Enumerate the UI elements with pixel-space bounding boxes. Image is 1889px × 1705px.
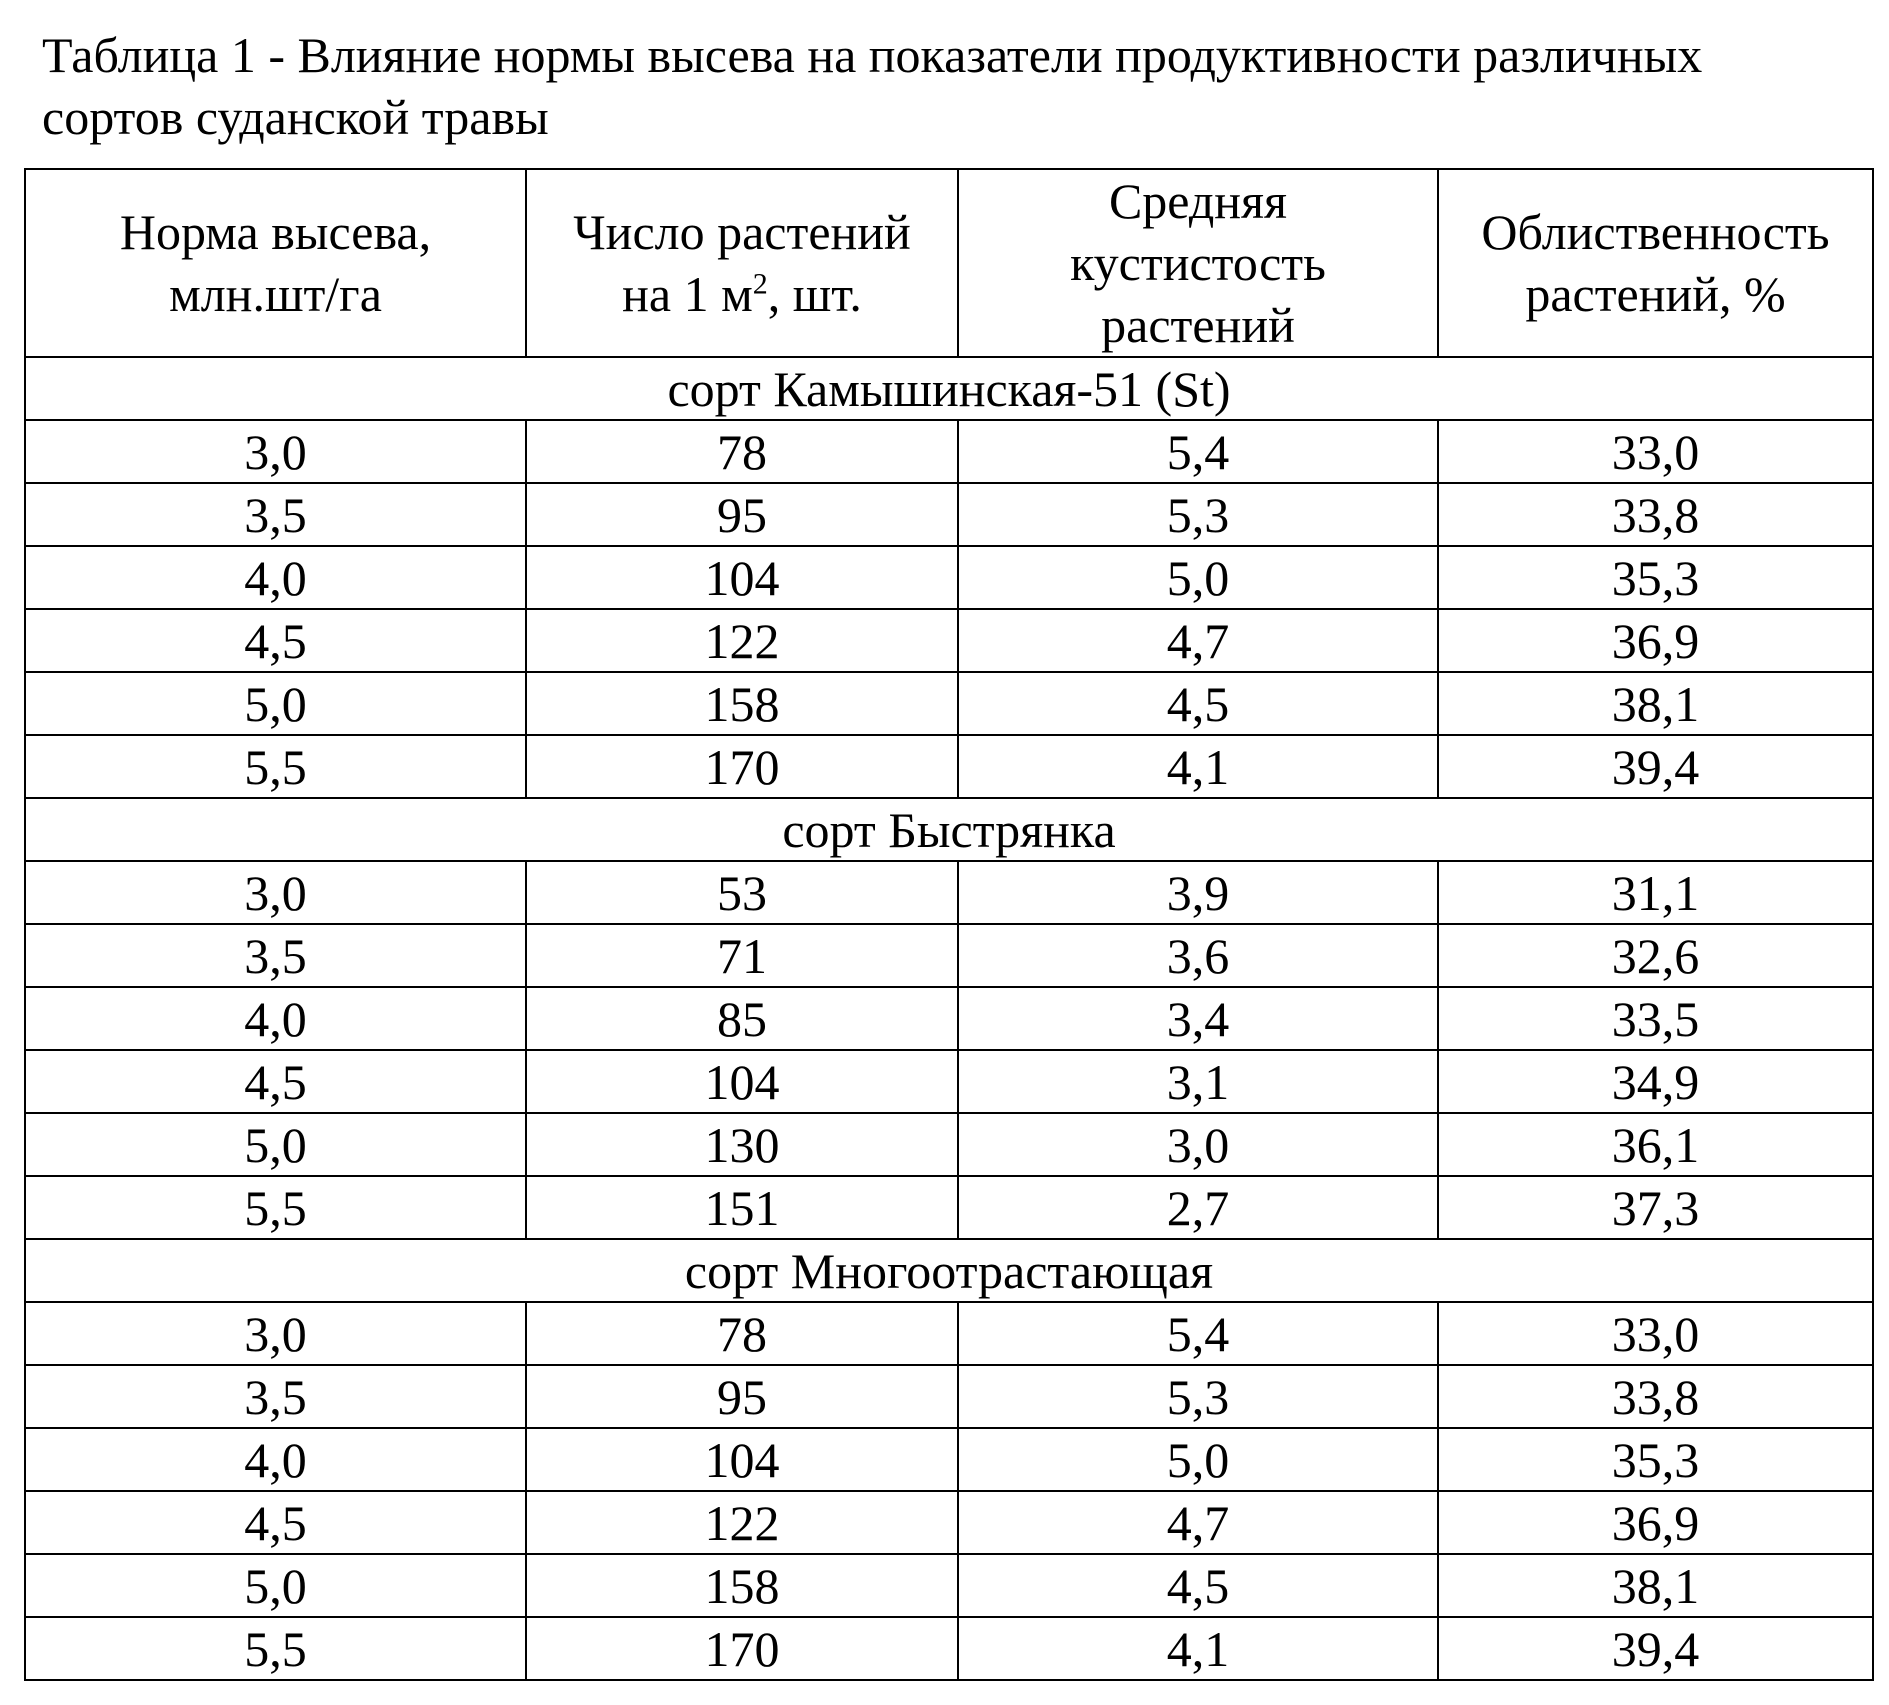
table-row [25,1050,1873,1113]
table-cell: 5,4 [958,420,1438,483]
table-row [25,987,1873,1050]
table-cell: 39,4 [1438,735,1873,798]
table-cell: 5,4 [958,1302,1438,1365]
table-cell: 33,8 [1438,1365,1873,1428]
group-title: сорт Быстрянка [25,798,1873,861]
table-cell: 4,5 [958,672,1438,735]
table-cell: 130 [526,1113,958,1176]
table-cell: 33,0 [1438,1302,1873,1365]
caption-line-1: Таблица 1 - Влияние нормы высева на показатели продуктивности различных [42,27,1703,83]
table-caption [42,24,1862,148]
group-row [25,1239,1873,1302]
table-row [25,609,1873,672]
table-cell: 4,0 [25,987,526,1050]
table-cell: 5,0 [25,672,526,735]
table-cell: 38,1 [1438,1554,1873,1617]
table-container [24,168,1874,1681]
table-cell: 5,5 [25,735,526,798]
table-cell: 32,6 [1438,924,1873,987]
table-cell: 2,7 [958,1176,1438,1239]
table-cell: 33,8 [1438,483,1873,546]
table-cell: 5,3 [958,1365,1438,1428]
header-leafiness: Облиственность растений, % [1438,169,1873,357]
table-row [25,735,1873,798]
table-cell: 95 [526,483,958,546]
table-cell: 85 [526,987,958,1050]
table-row [25,672,1873,735]
table-row [25,1491,1873,1554]
header-tillering: Средняя кустистость растений [958,169,1438,357]
table-cell: 5,3 [958,483,1438,546]
table-cell: 3,0 [25,861,526,924]
table-cell: 53 [526,861,958,924]
table-cell: 36,9 [1438,1491,1873,1554]
table-cell: 3,6 [958,924,1438,987]
table-cell: 122 [526,609,958,672]
table-cell: 33,0 [1438,420,1873,483]
table-cell: 4,5 [25,1491,526,1554]
group-row [25,798,1873,861]
table-cell: 3,0 [958,1113,1438,1176]
table-cell: 5,0 [25,1113,526,1176]
table-row [25,1302,1873,1365]
table-cell: 122 [526,1491,958,1554]
table-cell: 4,0 [25,546,526,609]
table-cell: 71 [526,924,958,987]
table-cell: 38,1 [1438,672,1873,735]
table-row [25,1176,1873,1239]
group-title: сорт Камышинская-51 (St) [25,357,1873,420]
table-cell: 3,0 [25,420,526,483]
table-row [25,924,1873,987]
table-cell: 36,9 [1438,609,1873,672]
table-row [25,1428,1873,1491]
table-cell: 4,1 [958,1617,1438,1680]
table-cell: 35,3 [1438,546,1873,609]
caption-line-2: сортов суданской травы [42,89,549,145]
table-cell: 170 [526,1617,958,1680]
group-row [25,357,1873,420]
header-seeding-rate: Норма высева, млн.шт/га [25,169,526,357]
table-cell: 4,0 [25,1428,526,1491]
table-cell: 3,5 [25,924,526,987]
table-cell: 31,1 [1438,861,1873,924]
table-cell: 4,7 [958,609,1438,672]
table-row [25,1365,1873,1428]
table-cell: 104 [526,1050,958,1113]
table-cell: 3,5 [25,483,526,546]
table-cell: 4,7 [958,1491,1438,1554]
table-row [25,1617,1873,1680]
table-cell: 5,0 [25,1554,526,1617]
header-plant-count: Число растений на 1 $м^2$, шт. [526,169,958,357]
table-cell: 158 [526,1554,958,1617]
table-cell: 3,0 [25,1302,526,1365]
data-table [24,168,1874,1681]
table-cell: 4,5 [958,1554,1438,1617]
table-cell: 36,1 [1438,1113,1873,1176]
table-cell: 78 [526,1302,958,1365]
table-cell: 104 [526,546,958,609]
table-cell: 3,4 [958,987,1438,1050]
table-body [25,357,1873,1680]
table-cell: 95 [526,1365,958,1428]
table-row [25,861,1873,924]
table-row [25,1554,1873,1617]
group-title: сорт Многоотрастающая [25,1239,1873,1302]
table-cell: 39,4 [1438,1617,1873,1680]
table-cell: 158 [526,672,958,735]
table-row [25,483,1873,546]
table-row [25,546,1873,609]
table-row [25,1113,1873,1176]
table-cell: 33,5 [1438,987,1873,1050]
table-cell: 5,5 [25,1617,526,1680]
table-cell: 78 [526,420,958,483]
header-row [25,169,1873,357]
table-cell: 170 [526,735,958,798]
table-cell: 4,1 [958,735,1438,798]
table-cell: 5,0 [958,546,1438,609]
table-cell: 3,1 [958,1050,1438,1113]
table-cell: 3,9 [958,861,1438,924]
table-cell: 151 [526,1176,958,1239]
table-cell: 34,9 [1438,1050,1873,1113]
table-cell: 3,5 [25,1365,526,1428]
table-cell: 4,5 [25,609,526,672]
table-row [25,420,1873,483]
table-cell: 5,0 [958,1428,1438,1491]
table-cell: 104 [526,1428,958,1491]
table-header [25,169,1873,357]
table-cell: 37,3 [1438,1176,1873,1239]
table-cell: 4,5 [25,1050,526,1113]
table-cell: 35,3 [1438,1428,1873,1491]
table-cell: 5,5 [25,1176,526,1239]
